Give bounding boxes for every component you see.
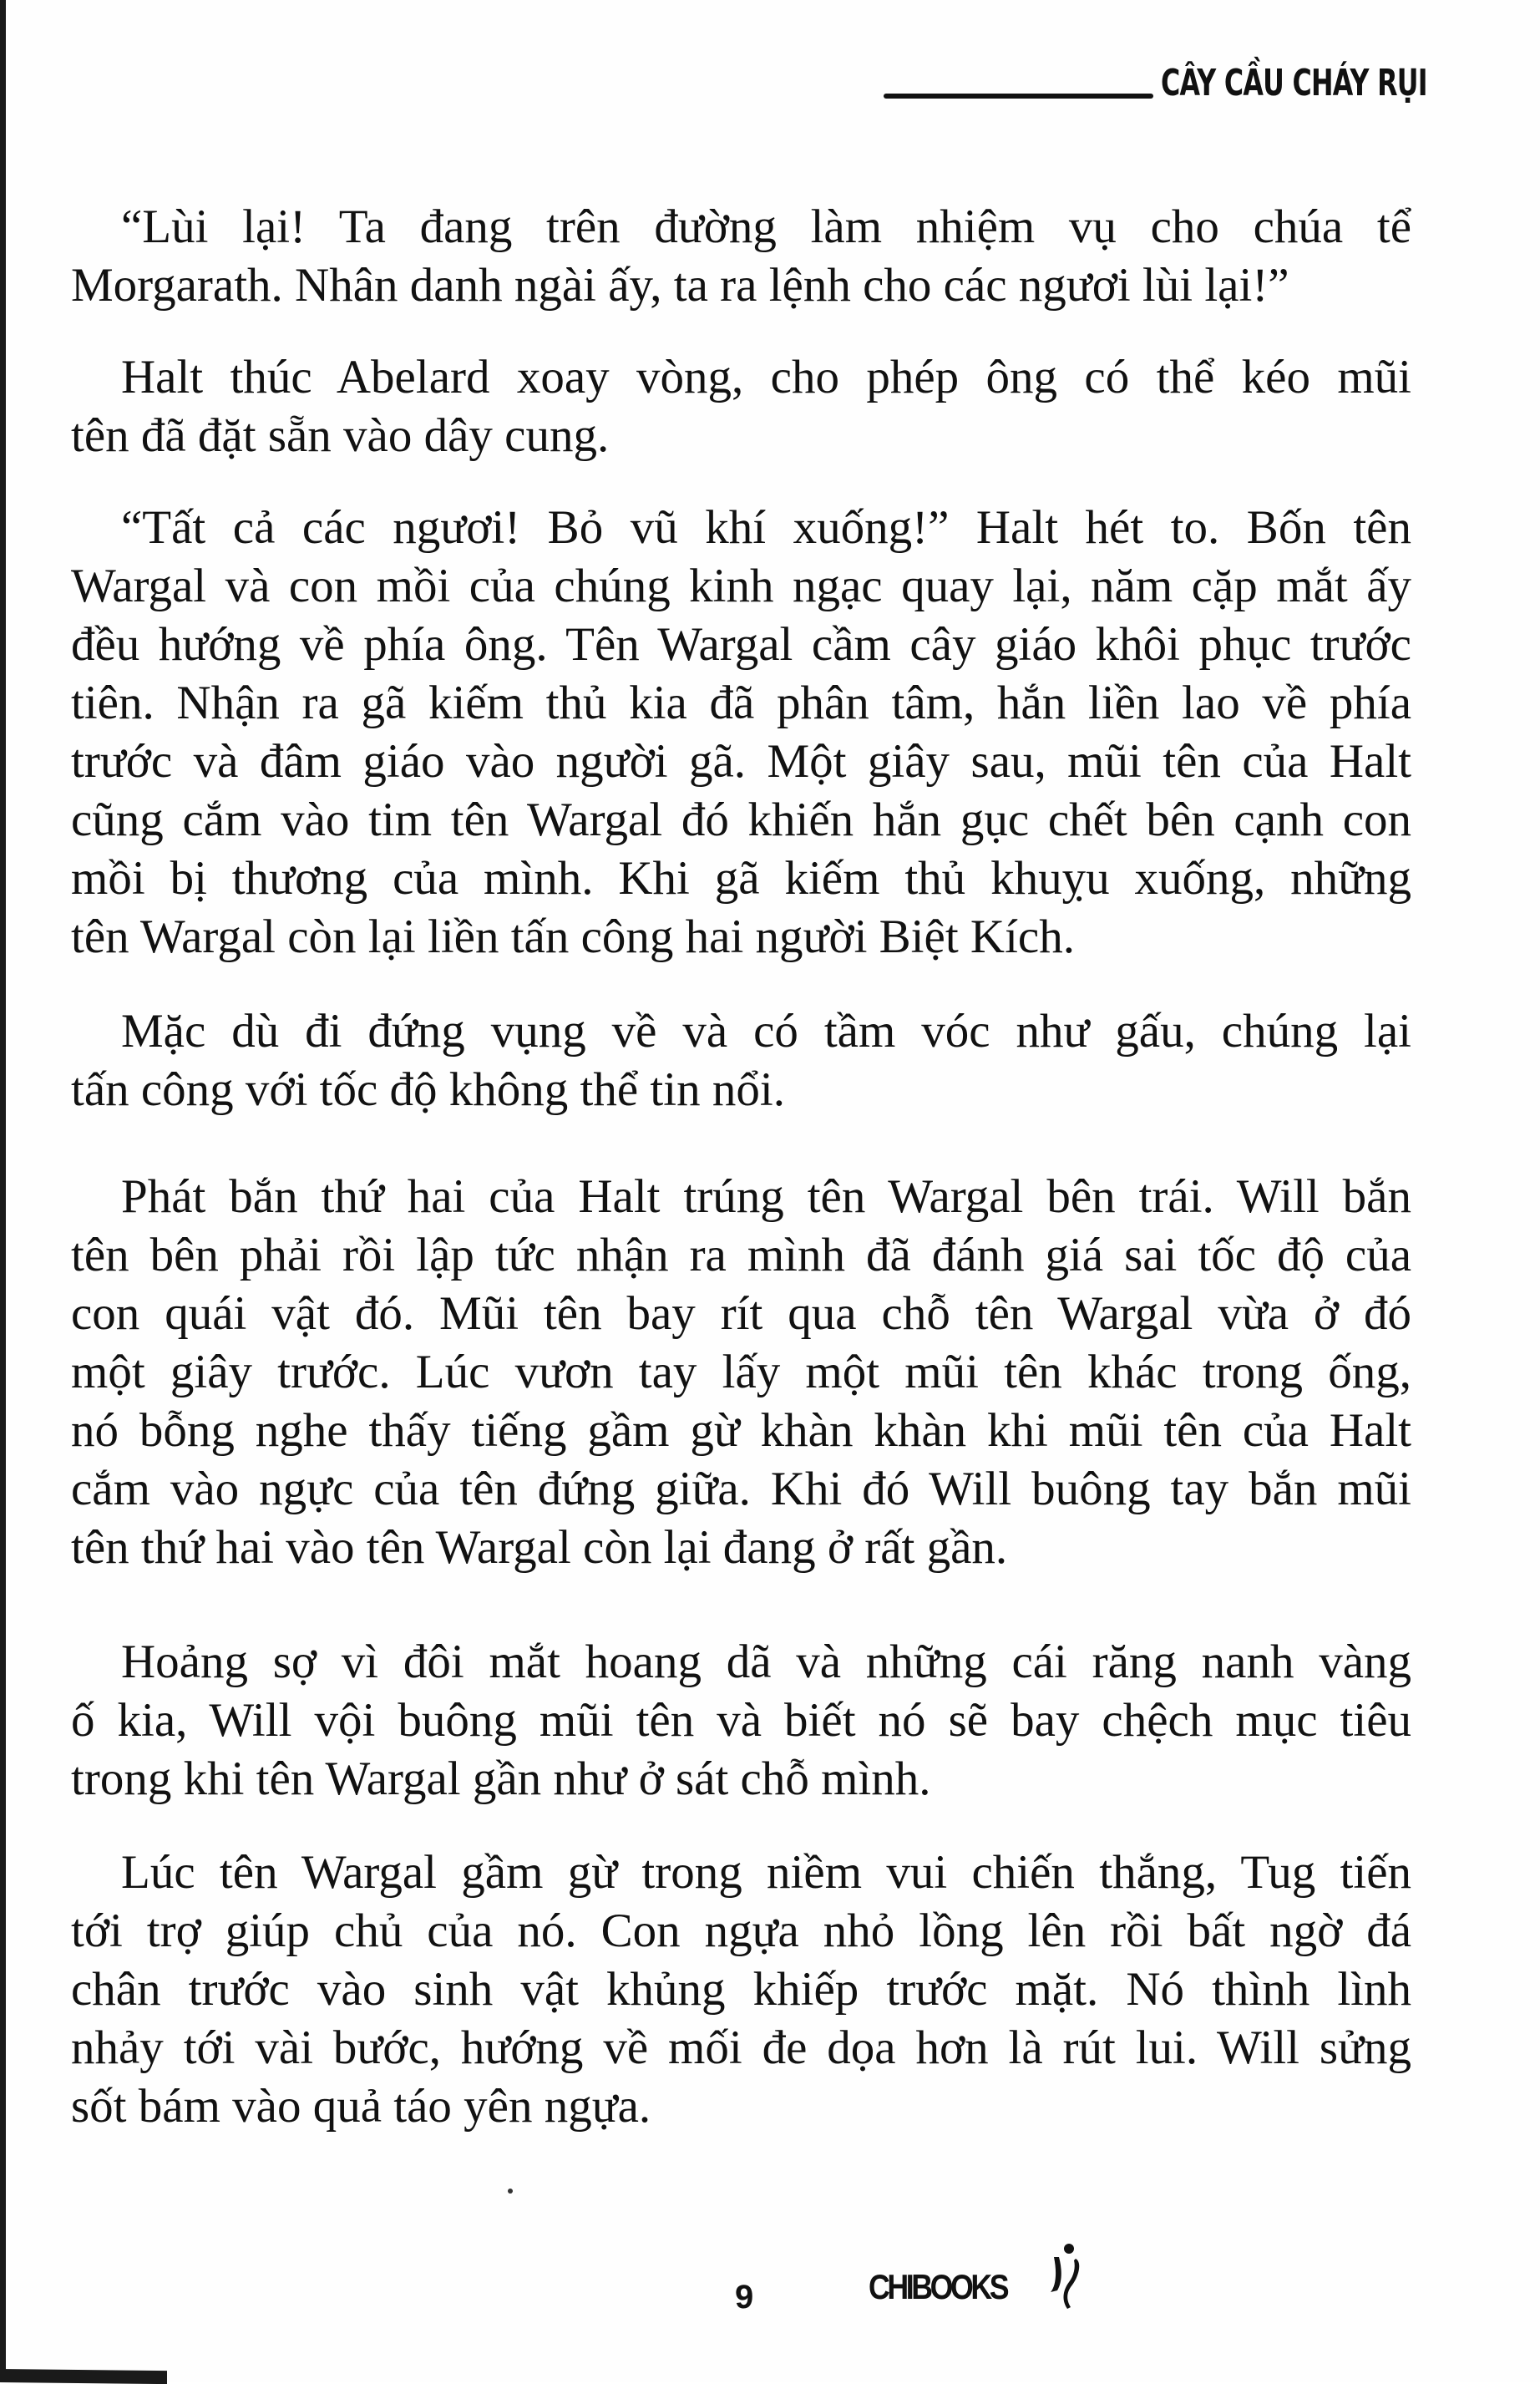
text-line: cũng cắm vào tim tên Wargal đó khiến hắn gục chết bên cạnh con bbox=[71, 794, 1411, 846]
text-line: tên bên phải rồi lập tức nhận ra mình đã đánh giá sai tốc độ của bbox=[71, 1229, 1411, 1281]
publisher-logo bbox=[869, 2240, 1086, 2324]
header-rule bbox=[884, 94, 1153, 99]
scan-speck bbox=[508, 2189, 513, 2194]
text-line: chân trước vào sinh vật khủng khiếp trước mặt. Nó thình lình bbox=[71, 1963, 1411, 2016]
text-line: nó bỗng nghe thấy tiếng gầm gừ khàn khàn khi mũi tên của Halt bbox=[71, 1404, 1411, 1457]
text-line: tên thứ hai vào tên Wargal còn lại đang ở rất gần. bbox=[71, 1521, 1008, 1574]
text-line: Morgarath. Nhân danh ngài ấy, ta ra lệnh cho các ngươi lùi lại!” bbox=[71, 259, 1289, 312]
text-line: một giây trước. Lúc vươn tay lấy một mũi tên khác trong ống, bbox=[71, 1346, 1411, 1398]
text-line: tấn công với tốc độ không thể tin nổi. bbox=[71, 1063, 785, 1116]
text-line: mồi bị thương của mình. Khi gã kiếm thủ khuỵu xuống, những bbox=[71, 852, 1411, 905]
text-line: tới trợ giúp chủ của nó. Con ngựa nhỏ lồng lên rồi bất ngờ đá bbox=[71, 1905, 1411, 1957]
text-line: “Tất cả các ngươi! Bỏ vũ khí xuống!” Halt hét to. Bốn tên bbox=[121, 501, 1411, 554]
publisher-figure-icon bbox=[1046, 2240, 1087, 2316]
text-line: Halt thúc Abelard xoay vòng, cho phép ông có thể kéo mũi bbox=[121, 351, 1411, 403]
text-line: Hoảng sợ vì đôi mắt hoang dã và những cái răng nanh vàng bbox=[121, 1636, 1411, 1688]
page-number: 9 bbox=[735, 2279, 754, 2316]
text-line: Lúc tên Wargal gầm gừ trong niềm vui chiến thắng, Tug tiến bbox=[121, 1846, 1411, 1899]
text-line: Phát bắn thứ hai của Halt trúng tên Wargal bên trái. Will bắn bbox=[121, 1170, 1411, 1223]
text-line: ố kia, Will vội buông mũi tên và biết nó sẽ bay chệch mục tiêu bbox=[71, 1694, 1411, 1747]
text-line: đều hướng về phía ông. Tên Wargal cầm cây giáo khôi phục trước bbox=[71, 618, 1411, 671]
text-line: Mặc dù đi đứng vụng về và có tầm vóc như gấu, chúng lại bbox=[121, 1005, 1411, 1058]
text-line: trong khi tên Wargal gần như ở sát chỗ mình. bbox=[71, 1752, 931, 1805]
publisher-logo-text: CHIBOOKS bbox=[869, 2267, 1007, 2306]
text-line: Wargal và con mồi của chúng kinh ngạc quay lại, năm cặp mắt ấy bbox=[71, 560, 1411, 612]
text-line: tên Wargal còn lại liền tấn công hai người Biệt Kích. bbox=[71, 910, 1075, 963]
text-line: “Lùi lại! Ta đang trên đường làm nhiệm vụ cho chúa tể bbox=[121, 200, 1411, 253]
text-line: tên đã đặt sẵn vào dây cung. bbox=[71, 409, 610, 462]
running-title: CÂY CẦU CHÁY RỤI bbox=[1161, 62, 1427, 104]
text-line: sốt bám vào quả táo yên ngựa. bbox=[71, 2080, 651, 2133]
text-line: con quái vật đó. Mũi tên bay rít qua chỗ tên Wargal vừa ở đó bbox=[71, 1287, 1411, 1340]
text-line: tiên. Nhận ra gã kiếm thủ kia đã phân tâm, hắn liền lao về phía bbox=[71, 677, 1411, 729]
text-line: nhảy tới vài bước, hướng về mối đe dọa hơn là rút lui. Will sửng bbox=[71, 2021, 1411, 2074]
scan-bottom-shadow bbox=[0, 2369, 167, 2384]
text-line: cắm vào ngực của tên đứng giữa. Khi đó Will buông tay bắn mũi bbox=[71, 1463, 1411, 1515]
text-line: trước và đâm giáo vào người gã. Một giây sau, mũi tên của Halt bbox=[71, 735, 1411, 788]
scan-edge-shadow bbox=[0, 0, 6, 2382]
running-header bbox=[884, 62, 1460, 112]
